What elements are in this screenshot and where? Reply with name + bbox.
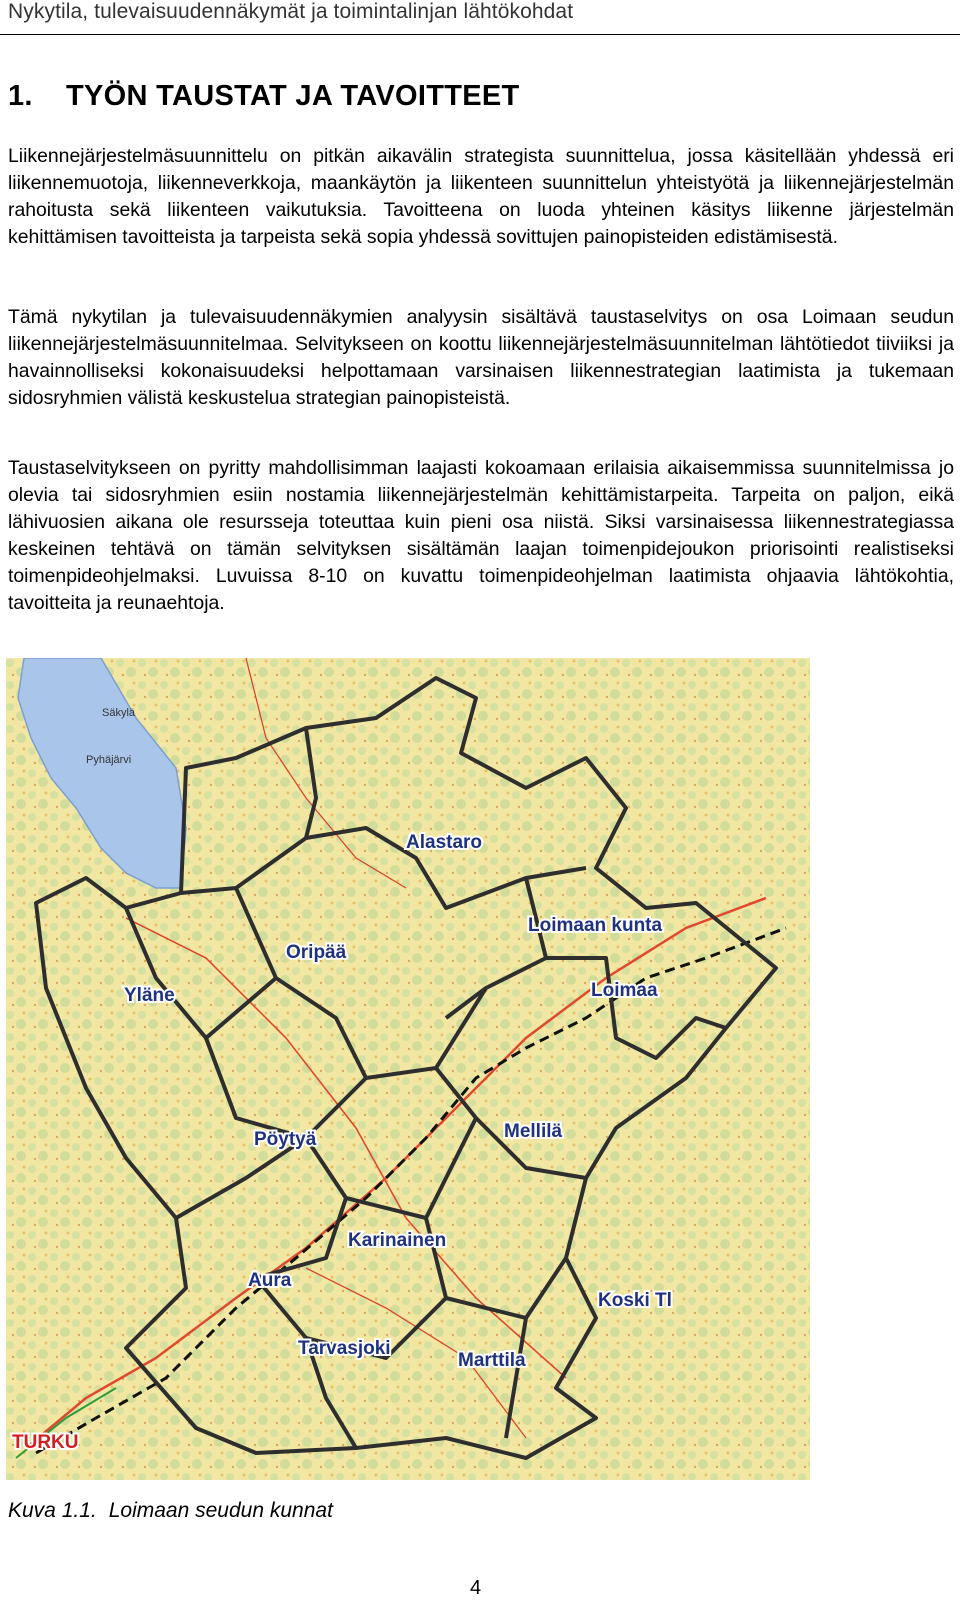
paragraph-2: Tämä nykytilan ja tulevaisuudennäkymien analyysin sisältävä taustaselvitys on osa Loimaan seudun liikennejärjestelmäsuunnitelmaa. Selvitykseen on koottu liikennejärjestelmäsuunnitelman lähtötiedot tiiviiksi ja havainnolliseksi kokonaisuudeksi helpottamaan varsinaisen liikennestrategian laatimista ja tukemaan sidosryhmien välistä keskustelua strategian painopisteistä. bbox=[8, 306, 954, 409]
paragraph-3: Taustaselvitykseen on pyritty mahdollisimman laajasti kokoamaan erilaisia aikaisemmissa suunnitelmissa jo olevia tai sidosryhmien esiin nostamia liikennejärjestelmän kehittämistarpeita. Tarpeita on paljon, eikä lähivuosien aikana ole resursseja toteuttaa kuin pieni osa niistä. Siksi varsinaisessa liikennestrategiassa keskeinen tehtävä on tämän selvityksen sisältämän laajan toimenpidejoukon priorisointi realistiseksi toimenpideohjelmaksi. Luvuissa 8-10 on kuvattu toimenpideohjelman laatimista ohjaavia lähtökohtia, tavoitteita ja reunaehtoja. bbox=[8, 457, 954, 614]
label-loimaan-kunta: Loimaan kunta bbox=[528, 915, 663, 936]
running-header: Nykytila, tulevaisuudennäkymät ja toimintalinjan lähtökohdat bbox=[8, 0, 574, 23]
label-ylane: Yläne bbox=[124, 985, 175, 1006]
label-alastaro: Alastaro bbox=[406, 832, 483, 853]
label-mellila: Mellilä bbox=[504, 1121, 563, 1142]
label-oripaa: Oripää bbox=[286, 942, 347, 963]
label-loimaa: Loimaa bbox=[591, 980, 658, 1001]
label-turku: TURKU bbox=[12, 1432, 79, 1453]
label-sakyla: Säkylä bbox=[102, 707, 136, 719]
region-map bbox=[6, 658, 810, 1480]
caption-text: Loimaan seudun kunnat bbox=[108, 1499, 333, 1522]
section-heading bbox=[8, 80, 520, 113]
label-tarvasjoki: Tarvasjoki bbox=[298, 1338, 391, 1359]
label-poytya: Pöytyä bbox=[254, 1129, 317, 1150]
caption-number: Kuva 1.1. bbox=[8, 1499, 97, 1522]
label-pyhajarvi: Pyhäjärvi bbox=[86, 754, 132, 766]
label-aura: Aura bbox=[248, 1270, 292, 1291]
figure-caption bbox=[8, 1499, 333, 1523]
section-number: 1. bbox=[8, 80, 33, 112]
header-rule bbox=[0, 34, 960, 35]
section-title: TYÖN TAUSTAT JA TAVOITTEET bbox=[66, 80, 520, 112]
label-koski-tl: Koski Tl bbox=[598, 1290, 672, 1311]
paragraph-1: Liikennejärjestelmäsuunnittelu on pitkän aikavälin strategista suunnittelua, jossa käsitellään yhdessä eri liikennemuotoja, liikenneverkkoja, maankäytön ja liikenteen suunnittelun yhteistyötä ja liikennejärjestelmän rahoitusta sekä liikenteen vaikutuksia. Tavoitteena on luoda yhteinen käsitys liikenne järjestelmän kehittämisen tavoitteista ja tarpeista sekä sopia yhdessä sovittujen painopisteiden edistämisestä. bbox=[8, 145, 954, 248]
label-karinainen: Karinainen bbox=[348, 1230, 447, 1251]
label-marttila: Marttila bbox=[458, 1350, 526, 1371]
page-number: 4 bbox=[470, 1577, 482, 1599]
